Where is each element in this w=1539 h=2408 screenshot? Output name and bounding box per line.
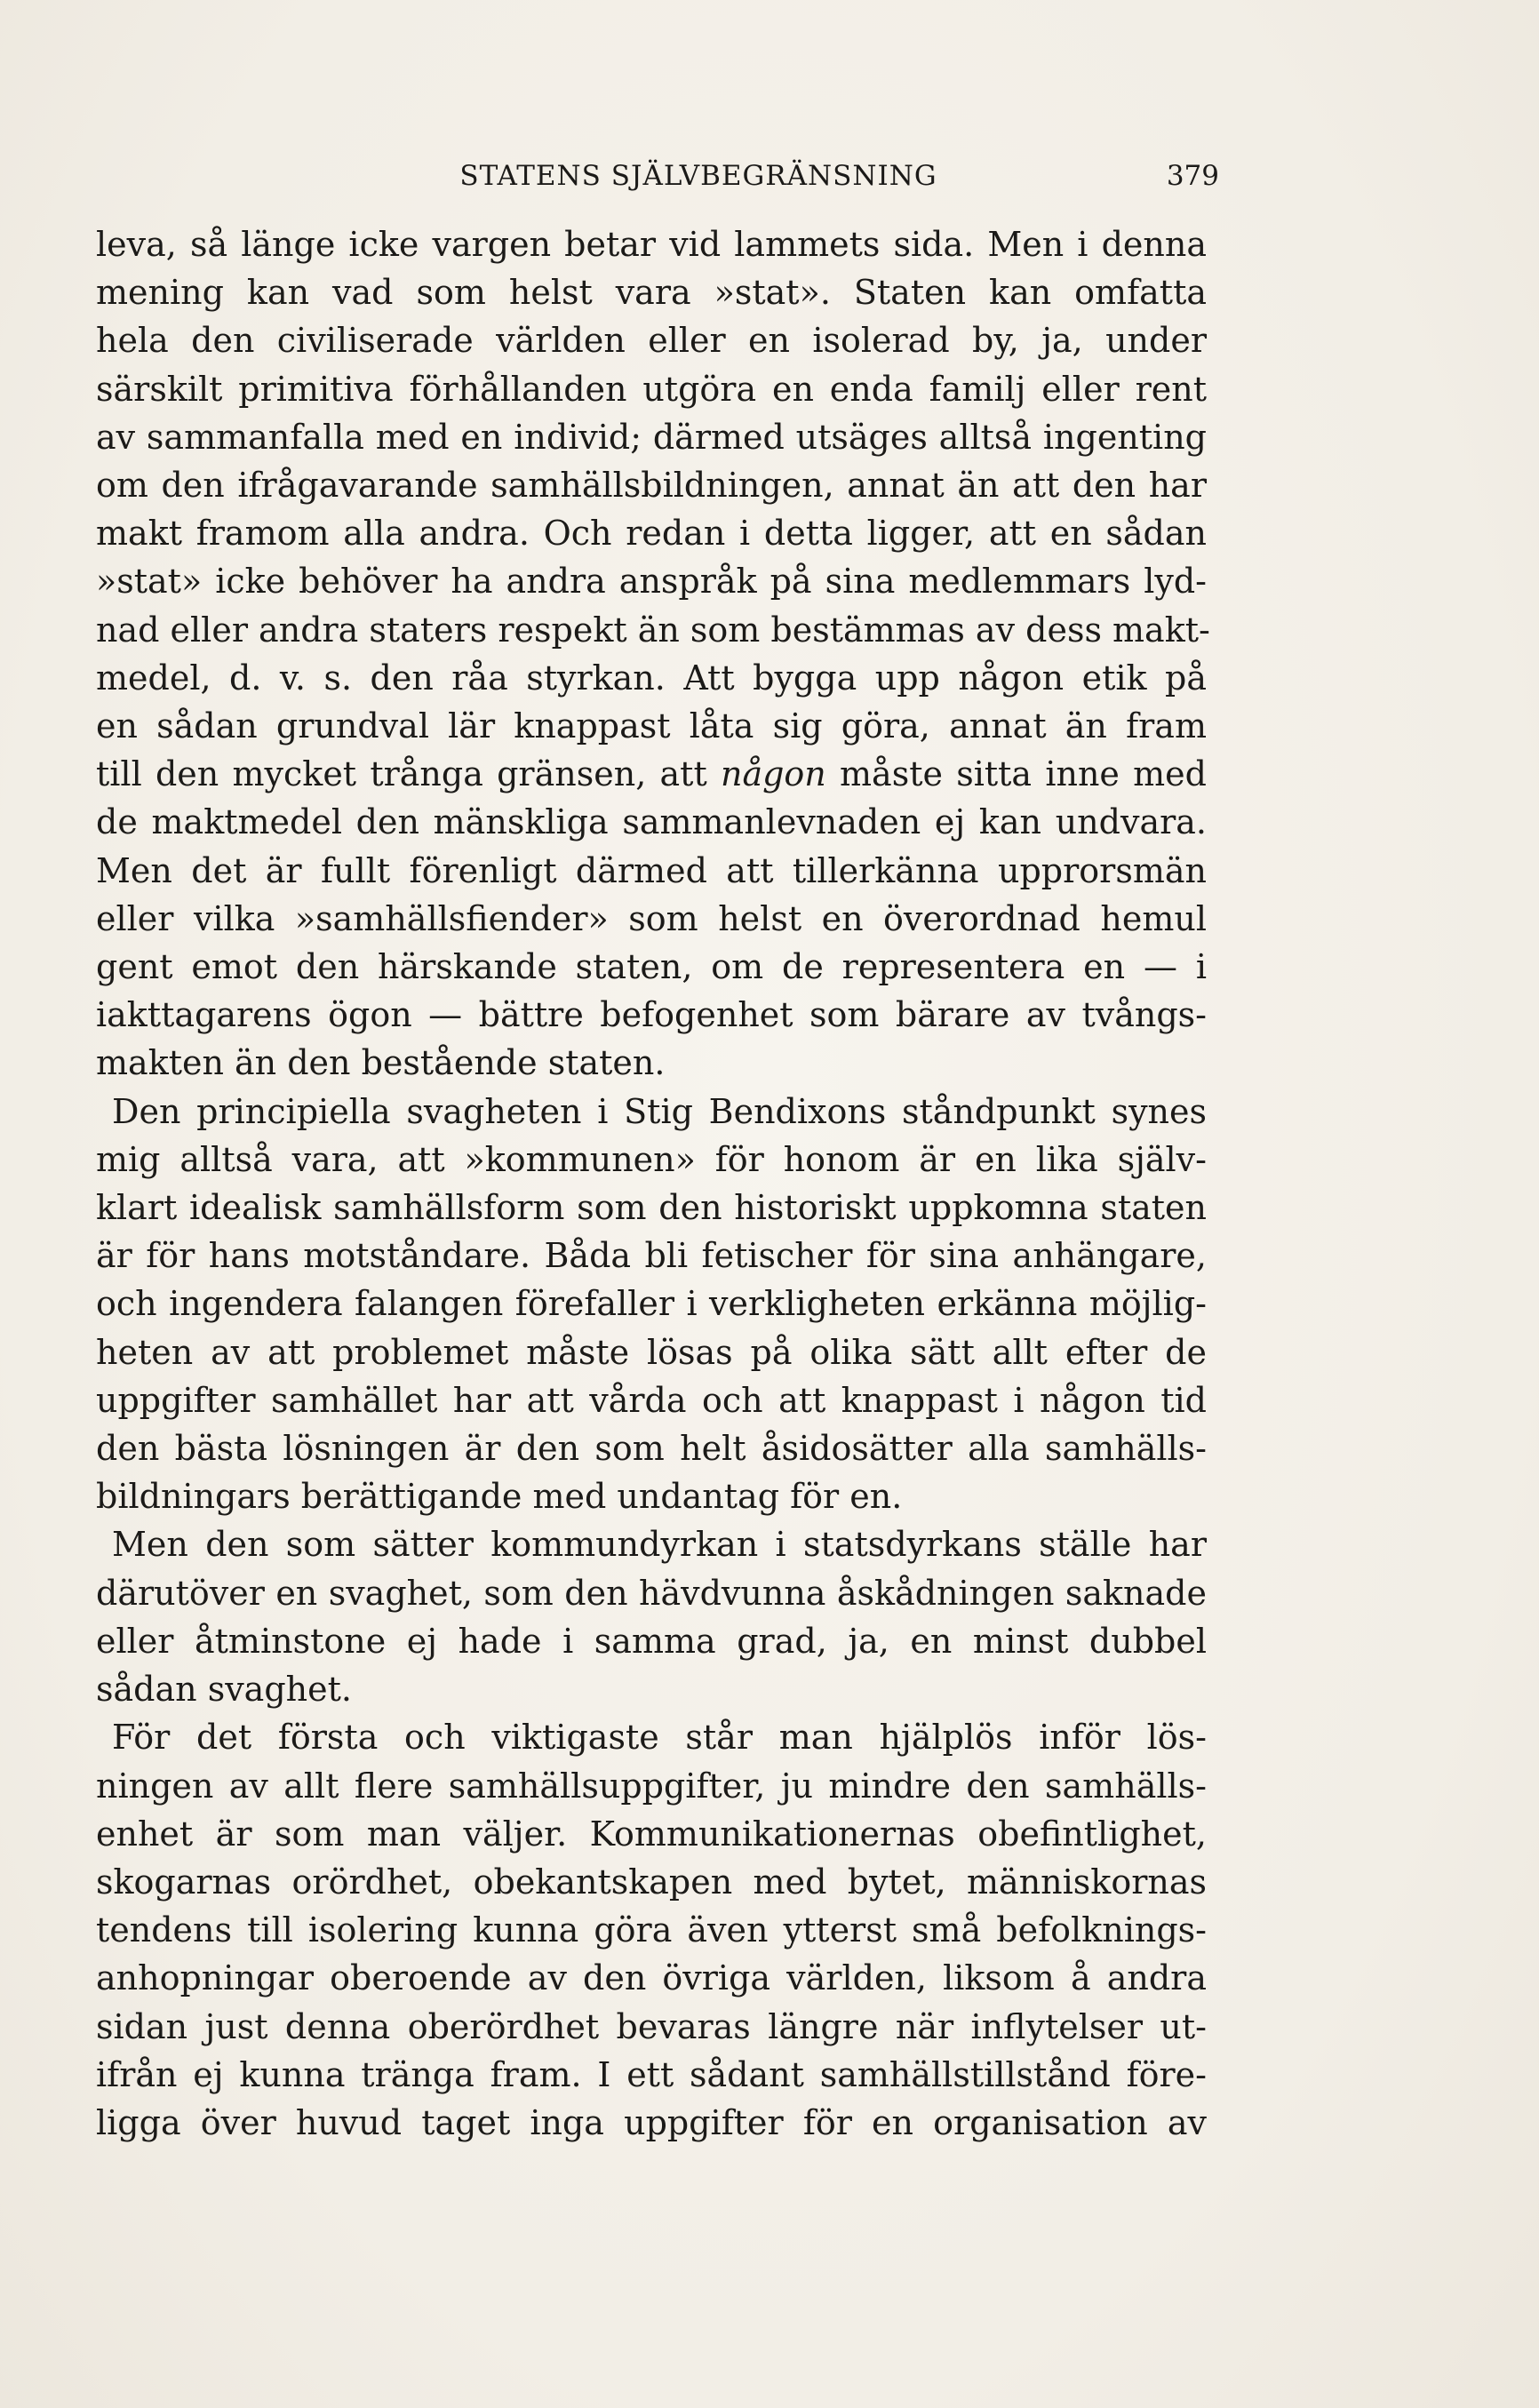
text-line: anhopningar oberoende av den övriga världen, liksom å andra (96, 1958, 1207, 1998)
text-line: ligga över huvud taget inga uppgifter för en organisation av (96, 2102, 1207, 2142)
text-line: ningen av allt flere samhällsuppgifter, ju mindre den samhälls- (96, 1766, 1207, 1806)
text-line: iakttagarens ögon — bättre befogenhet som bärare av tvångs- (96, 995, 1207, 1035)
text-line: heten av att problemet måste lösas på olika sätt allt efter de (96, 1332, 1207, 1372)
body-text (96, 220, 1210, 2147)
text-segment: måste sitta inne med (825, 754, 1207, 794)
text-line: makten än den bestående staten. (96, 1043, 666, 1083)
text-line: skogarnas orördhet, obekantskapen med bytet, människornas (96, 1862, 1207, 1902)
text-line: den bästa lösningen är den som helt åsidosätter alla samhälls- (96, 1429, 1207, 1469)
text-line: och ingendera falangen förefaller i verkligheten erkänna möjlig- (96, 1284, 1207, 1324)
text-line: Men det är fullt förenligt därmed att tillerkänna upprorsmän (96, 850, 1207, 890)
text-line: de maktmedel den mänskliga sammanlevnaden ej kan undvara. (96, 802, 1207, 842)
text-line: är för hans motståndare. Båda bli fetischer för sina anhängare, (96, 1236, 1207, 1276)
text-line: nad eller andra staters respekt än som bestämmas av dess makt- (96, 610, 1210, 650)
text-line: Men den som sätter kommundyrkan i statsdyrkans ställe har (112, 1525, 1207, 1565)
text-line: klart idealisk samhällsform som den historiskt uppkomna staten (96, 1188, 1207, 1228)
text-line: uppgifter samhället har att vårda och att knappast i någon tid (96, 1380, 1207, 1420)
text-segment: till den mycket trånga gränsen, att (96, 754, 721, 794)
running-head (178, 156, 1219, 195)
text-line: eller vilka »samhällsfiender» som helst en överordnad hemul (96, 898, 1207, 938)
text-line: enhet är som man väljer. Kommunikationernas obefintlighet, (96, 1814, 1207, 1854)
text-line: ifrån ej kunna tränga fram. I ett sådant samhällstillstånd före- (96, 2054, 1207, 2094)
text-line: sidan just denna oberördhet bevaras längre när inflytelser ut- (96, 2006, 1207, 2046)
text-line: makt framom alla andra. Och redan i detta ligger, att en sådan (96, 514, 1207, 554)
text-line: sådan svaghet. (96, 1670, 352, 1710)
page-number: 379 (1166, 160, 1219, 192)
text-line: tendens till isolering kunna göra även ytterst små befolknings- (96, 1910, 1207, 1950)
text-line: Den principiella svagheten i Stig Bendixons ståndpunkt synes (112, 1091, 1207, 1131)
text-line: av sammanfalla med en individ; därmed utsäges alltså ingenting (96, 417, 1207, 457)
text-line: medel, d. v. s. den råa styrkan. Att bygga upp någon etik på (96, 658, 1207, 698)
text-line: därutöver en svaghet, som den hävdvunna åskådningen saknade (96, 1573, 1207, 1613)
text-line: mig alltså vara, att »kommunen» för honom är en lika själv- (96, 1139, 1207, 1179)
text-line: särskilt primitiva förhållanden utgöra en enda familj eller rent (96, 369, 1207, 409)
text-line: gent emot den härskande staten, om de representera en — i (96, 947, 1207, 987)
text-line: hela den civiliserade världen eller en isolerad by, ja, under (96, 321, 1207, 361)
text-line (96, 750, 1207, 798)
running-title: STATENS SJÄLVBEGRÄNSNING (459, 160, 937, 192)
emphasized-word: någon (720, 754, 826, 794)
text-line: eller åtminstone ej hade i samma grad, ja, en minst dubbel (96, 1621, 1207, 1661)
text-line: en sådan grundval lär knappast låta sig göra, annat än fram (96, 706, 1207, 746)
text-line: leva, så länge icke vargen betar vid lammets sida. Men i denna (96, 225, 1207, 264)
text-line: bildningars berättigande med undantag för en. (96, 1477, 903, 1517)
text-line: om den ifrågavarande samhällsbildningen, annat än att den har (96, 466, 1207, 506)
text-line: »stat» icke behöver ha andra anspråk på sina medlemmars lyd- (96, 562, 1207, 602)
text-line: För det första och viktigaste står man hjälplös inför lös- (112, 1718, 1207, 1758)
text-line: mening kan vad som helst vara »stat». Staten kan omfatta (96, 273, 1207, 313)
